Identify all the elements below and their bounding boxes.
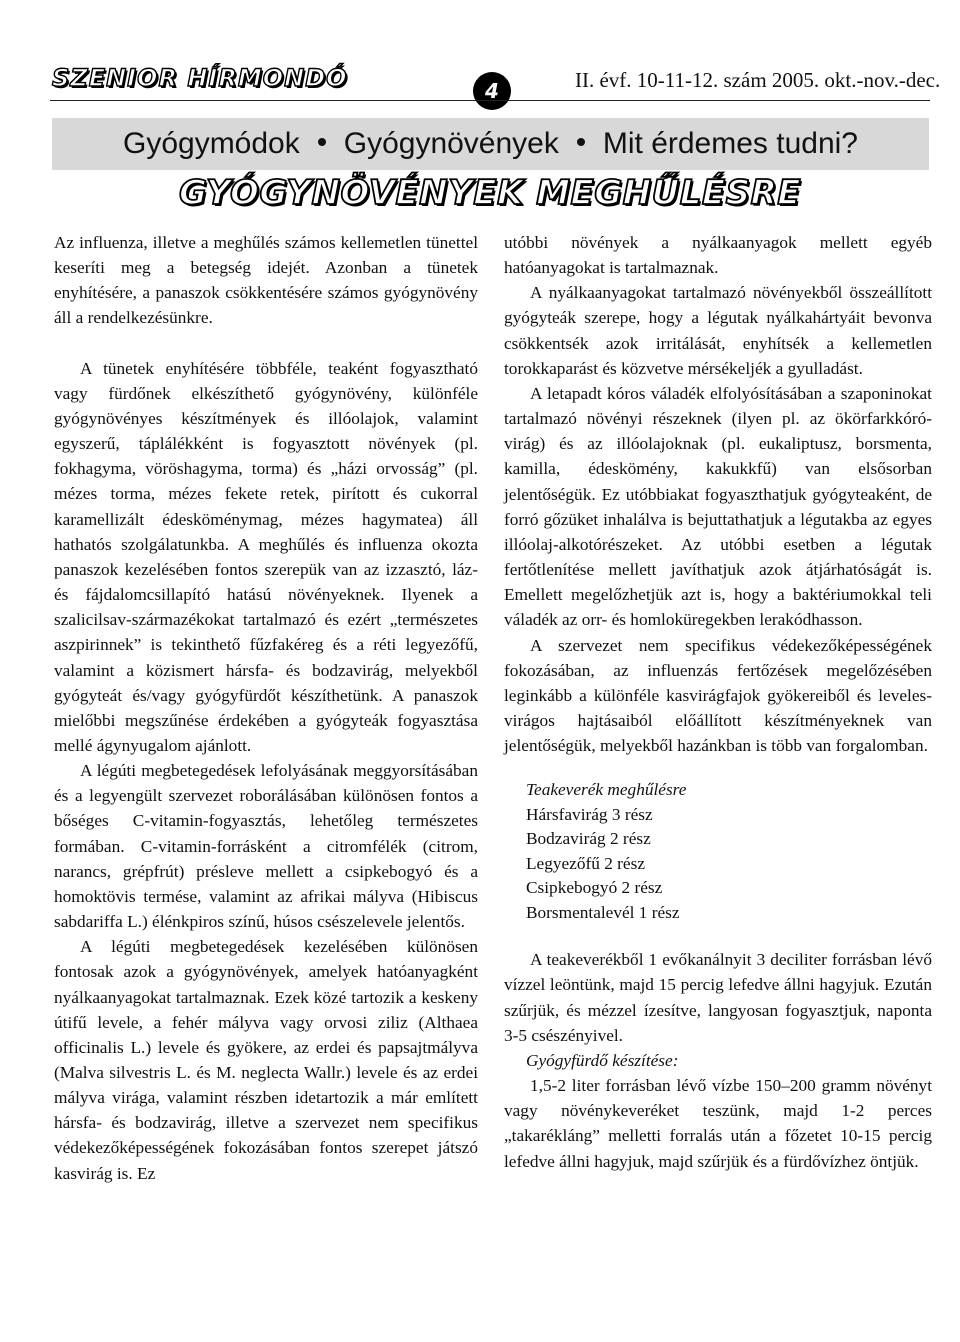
issue-info: II. évf. 10-11-12. szám 2005. okt.-nov.-dec. xyxy=(575,68,941,92)
paragraph: A teakeverékből 1 evőkanálnyit 3 deciliter forrásban lévő vízzel leöntünk, majd 15 percig lefedve állni hagyjuk. Ezután szűrjük, és mézzel ízesítve, langyosan fogyasztjuk, naponta 3-5 csészényivel. xyxy=(504,950,932,1045)
paragraph: A légúti megbetegedések lefolyásának meggyorsításában és a legyengült szervezet roborálásában különösen fontos a bőséges C-vitamin-fogyasztás, lehetőleg természetes formában. C-vitamin-forrásként a citromfélék (citrom, narancs, grépfrút) présleve mellett a csipkebogyó és a homoktövis termése, valamint az afrikai mályva (Hibiscus sabdariffa L.) élénkpiros színű, húsos csészelevele jelentős. xyxy=(54,761,478,932)
recipe-item: Csipkebogyó 2 rész xyxy=(526,878,663,898)
paragraph: A tünetek enyhítésére többféle, teaként fogyasztható vagy fürdőnek elkészíthető gyógynövény, különféle gyógynövényes készítmények és illóolajok, valamint egyszerű, táplálékként is fogyasztott növények (pl. fokhagyma, vöröshagyma, torma) és „házi orvosság” (pl. mézes torma, mézes fekete retek, pirított és cukorral karamellizált édesköménymag, mézes hagymatea) áll hathatós szolgálatunkba. A meghűlés és influenza okozta panaszok kezelésében fontos szerepük van az izzasztó, láz- és fájdalomcsillapító hatású növényeknek. Ilyenek a szalicilsav-származékokat tartalmazó és ezért „természetes aszpirinnek” is tekinthető fűzfakéreg és a réti legyezőfű, valamint a közismert hársfa- és bodzavirág, melyekből gyógyteát és/vagy gyógyfürdőt készíthetünk. A panaszok mielőbbi megszűnése érdekében a gyógyteák fogyasztása mellé ágynyugalom ajánlott. xyxy=(54,358,478,755)
recipe-item: Bodzavirág 2 rész xyxy=(526,829,651,849)
left-column xyxy=(54,230,478,1186)
header-rule xyxy=(50,100,930,101)
recipe-item: Borsmentalevél 1 rész xyxy=(526,902,680,922)
bath-subheading: Gyógyfürdő készítése: xyxy=(526,1050,679,1070)
right-column xyxy=(504,230,932,1174)
recipe-title: Teakeverék meghűlésre xyxy=(526,780,687,800)
bullet-separator xyxy=(577,138,585,146)
bullet-separator xyxy=(318,138,326,146)
paragraph: A nyálkaanyagokat tartalmazó növényekből összeállított gyógyteák szerepe, hogy a légutak nyálkahártyáit bevonva csökkentsék azok irritálását, enyhítsék a kellemetlen torokkaparást és közvetve mérsékeljék a gyulladást. xyxy=(504,283,932,378)
page-number-badge: 4 xyxy=(473,72,511,110)
paragraph: A légúti megbetegedések kezelésében különösen fontosak azok a gyógynövények, amelyek hatóanyagként nyálkaanyagokat tartalmaznak. Ezek közé tartozik a keskeny útifű levele, a fehér mályva vagy orvosi ziliz (Althaea officinalis L.) levele és gyökere, az erdei és papsajtmályva (Malva silvestris L. és M. neglecta Wallr.) levele és az erdei mályva virága, valamint részben idetartozik a már említett hársfa- és bodzavirág, illetve a szervezet nem specifikus védekezőképességének fokozásában fontos szerepet játszó kasvirág is. Ez xyxy=(54,937,478,1183)
banner-item-gyogynovenyek: Gyógynövények xyxy=(343,127,559,160)
banner-item-mit-erdemes-tudni: Mit érdemes tudni? xyxy=(602,127,858,160)
paragraph: 1,5-2 liter forrásban lévő vízbe 150–200 gramm növényt vagy növénykeveréket teszünk, majd 1-2 perces „takarékláng” melletti forralás után a főzetet 10-15 percig lefedve állni hagyjuk, majd szűrjük és a fürdővízhez öntjük. xyxy=(504,1076,932,1171)
tea-recipe xyxy=(526,778,932,925)
paragraph: A letapadt kóros váladék elfolyósításában a szaponinokat tartalmazó növényi részeknek (ilyen pl. az ökörfarkkóró-virág) és az illóolajoknak (pl. eukaliptusz, borsmenta, kamilla, édeskömény, kakukkfű) van elsősorban jelentőségük. Ez utóbbiakat fogyaszthatjuk gyógyteaként, de forró gőzüket inhalálva is bejuttathatjuk a légutakba az egyes illóolaj-alkotórészeket. Az utóbbi esetben a légutak fertőtlenítése mellett javíthatjuk azok átjárhatóságát is. Emellett megelőzhetjük azt is, hogy a baktériumokkal teli váladék az orr- és homloküregekben lerakódhasson. xyxy=(504,383,932,630)
article-headline: GYÓGYNÖVÉNYEK MEGHŰLÉSRE xyxy=(179,173,801,213)
paragraph: A szervezet nem specifikus védekezőképességének fokozásában, az influenzás fertőzések megelőzésében leginkább a különféle kasvirágfajok gyökereiből és leveles-virágos hajtásaiból előállított készítményeknek van jelentőségük, melyekből hazánkban is több van forgalomban. xyxy=(504,635,932,756)
recipe-item: Legyezőfű 2 rész xyxy=(526,853,645,873)
masthead-logo: SZENIOR HÍRMONDÓ xyxy=(52,64,348,92)
paragraph: utóbbi növények a nyálkaanyagok mellett egyéb hatóanyagokat is tartalmaznak. xyxy=(504,233,932,278)
recipe-item: Hársfavirág 3 rész xyxy=(526,804,653,824)
section-banner xyxy=(52,118,929,170)
paragraph: Az influenza, illetve a meghűlés számos kellemetlen tünettel keseríti meg a betegség idejét. Azonban a tünetek enyhítésére, a panaszok csökkentésére számos gyógynövény áll a rendelkezésünkre. xyxy=(54,233,478,328)
banner-item-gyogymodok: Gyógymódok xyxy=(122,127,300,160)
